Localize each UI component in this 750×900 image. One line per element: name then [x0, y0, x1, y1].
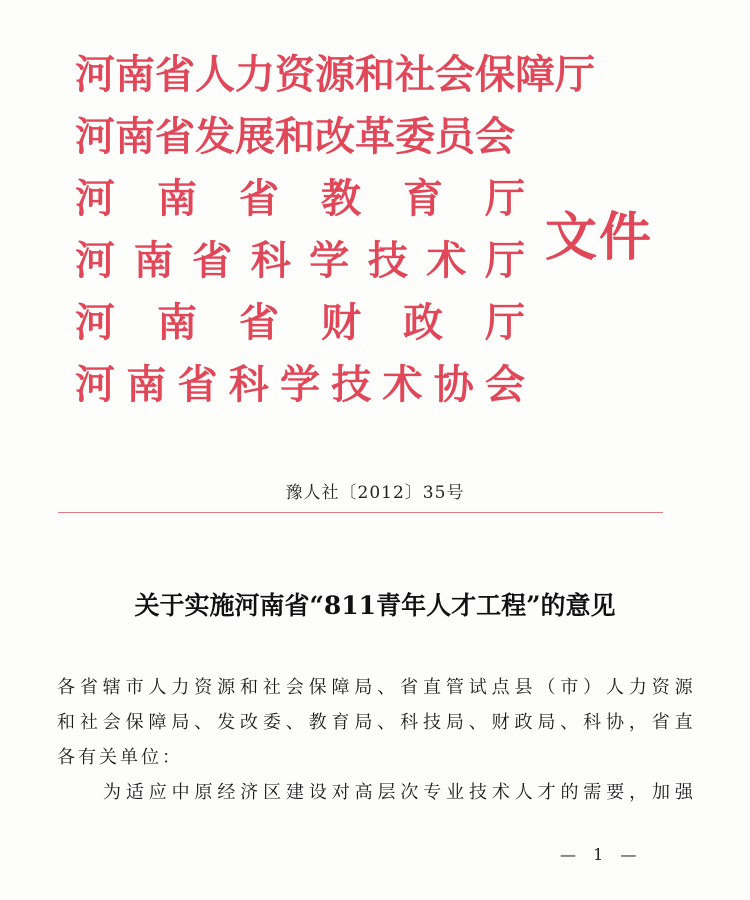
agency-line-education: 河 南 省 教 育 厅 — [75, 175, 525, 222]
red-divider-line — [58, 512, 663, 513]
page-number: — 1 — — [560, 845, 643, 864]
document-title: 关于实施河南省“811青年人才工程”的意见 — [134, 591, 616, 620]
agency-line-hrss: 河南省人力资源和社会保障厅 — [75, 51, 595, 98]
agency-line-science-tech: 河 南 省 科 学 技 术 厅 — [75, 237, 525, 284]
document-suffix: 文件 — [545, 207, 654, 268]
agency-line-science-assoc: 河 南 省 科 学 技 术 协 会 — [75, 361, 525, 408]
agency-line-finance: 河 南 省 财 政 厅 — [75, 299, 525, 346]
body-line: 和 社 会 保 障 局 、 发 改 委 、 教 育 局 、 科 技 局 、 财 政 局 、 科 协 ， 省 直 — [57, 712, 693, 733]
issuing-agencies-header — [75, 44, 595, 416]
document-number: 豫人社〔2012〕35号 — [285, 483, 465, 503]
body-line: 各有关单位： — [57, 747, 183, 768]
agency-line-drc: 河南省发展和改革委员会 — [75, 113, 515, 160]
body-line: 各 省 辖 市 人 力 资 源 和 社 会 保 障 局 、 省 直 管 试 点 县 （ 市 ） 人 力 资 源 — [57, 677, 693, 698]
document-body — [57, 670, 693, 810]
body-line: 为 适 应 中 原 经 济 区 建 设 对 高 层 次 专 业 技 术 人 才 的 需 要 ， 加 强 — [103, 782, 693, 803]
